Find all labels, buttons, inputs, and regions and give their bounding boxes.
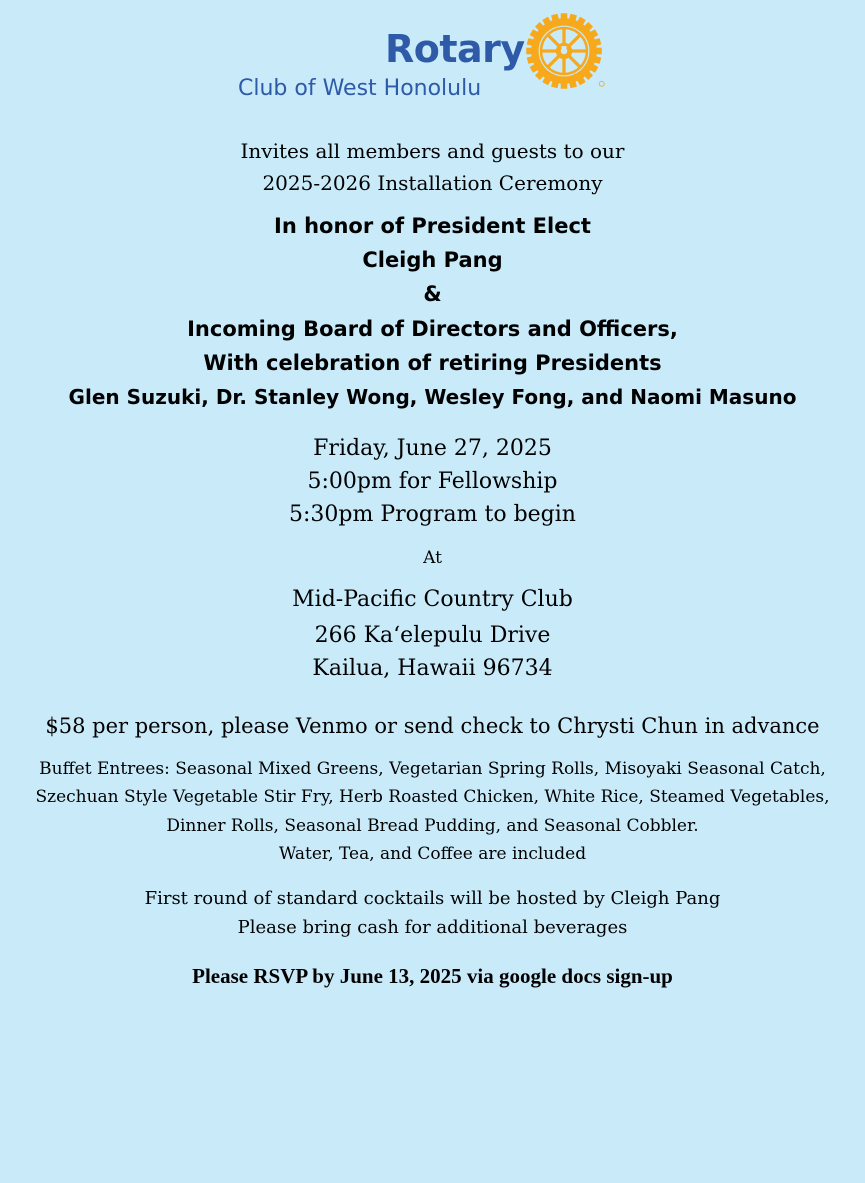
logo-brand-text: Rotary xyxy=(385,27,525,71)
event-program-time: 5:30pm Program to begin xyxy=(289,502,576,527)
ampersand: & xyxy=(423,282,442,306)
menu-line-3: Dinner Rolls, Seasonal Bread Pudding, and Seasonal Cobbler. xyxy=(166,816,699,836)
at-label: At xyxy=(423,548,442,568)
menu-line-4: Water, Tea, and Coffee are included xyxy=(278,844,587,864)
cocktail-line-1: First round of standard cocktails will be hosted by Cleigh Pang xyxy=(144,888,721,909)
celebration-line: With celebration of retiring Presidents xyxy=(203,351,662,375)
retiring-presidents: Glen Suzuki, Dr. Stanley Wong, Wesley Fong, and Naomi Masuno xyxy=(68,385,797,409)
logo-club-text: Club of West Honolulu xyxy=(238,76,482,101)
rotary-logo xyxy=(238,10,618,105)
incoming-board: Incoming Board of Directors and Officers, xyxy=(187,317,678,341)
venue-street: 266 Ka‘elepulu Drive xyxy=(314,623,551,648)
invite-line-1: Invites all members and guests to our xyxy=(240,139,625,163)
venue-city: Kailua, Hawaii 96734 xyxy=(312,656,553,681)
president-elect-name: Cleigh Pang xyxy=(362,248,503,272)
honor-heading: In honor of President Elect xyxy=(274,214,591,238)
rotary-wheel-icon xyxy=(523,10,605,92)
event-date: Friday, June 27, 2025 xyxy=(313,436,552,461)
cocktail-line-2: Please bring cash for additional beverages xyxy=(237,917,628,938)
venue-name: Mid-Pacific Country Club xyxy=(292,587,573,612)
rsvp-line: Please RSVP by June 13, 2025 via google docs sign-up xyxy=(192,964,673,988)
invite-line-2: 2025-2026 Installation Ceremony xyxy=(262,171,603,195)
price-line: $58 per person, please Venmo or send check to Chrysti Chun in advance xyxy=(45,714,820,738)
menu-line-1: Buffet Entrees: Seasonal Mixed Greens, Vegetarian Spring Rolls, Misoyaki Seasonal Catch, xyxy=(39,759,826,779)
event-fellowship-time: 5:00pm for Fellowship xyxy=(307,469,558,494)
menu-line-2: Szechuan Style Vegetable Stir Fry, Herb Roasted Chicken, White Rice, Steamed Vegetables, xyxy=(35,787,830,807)
